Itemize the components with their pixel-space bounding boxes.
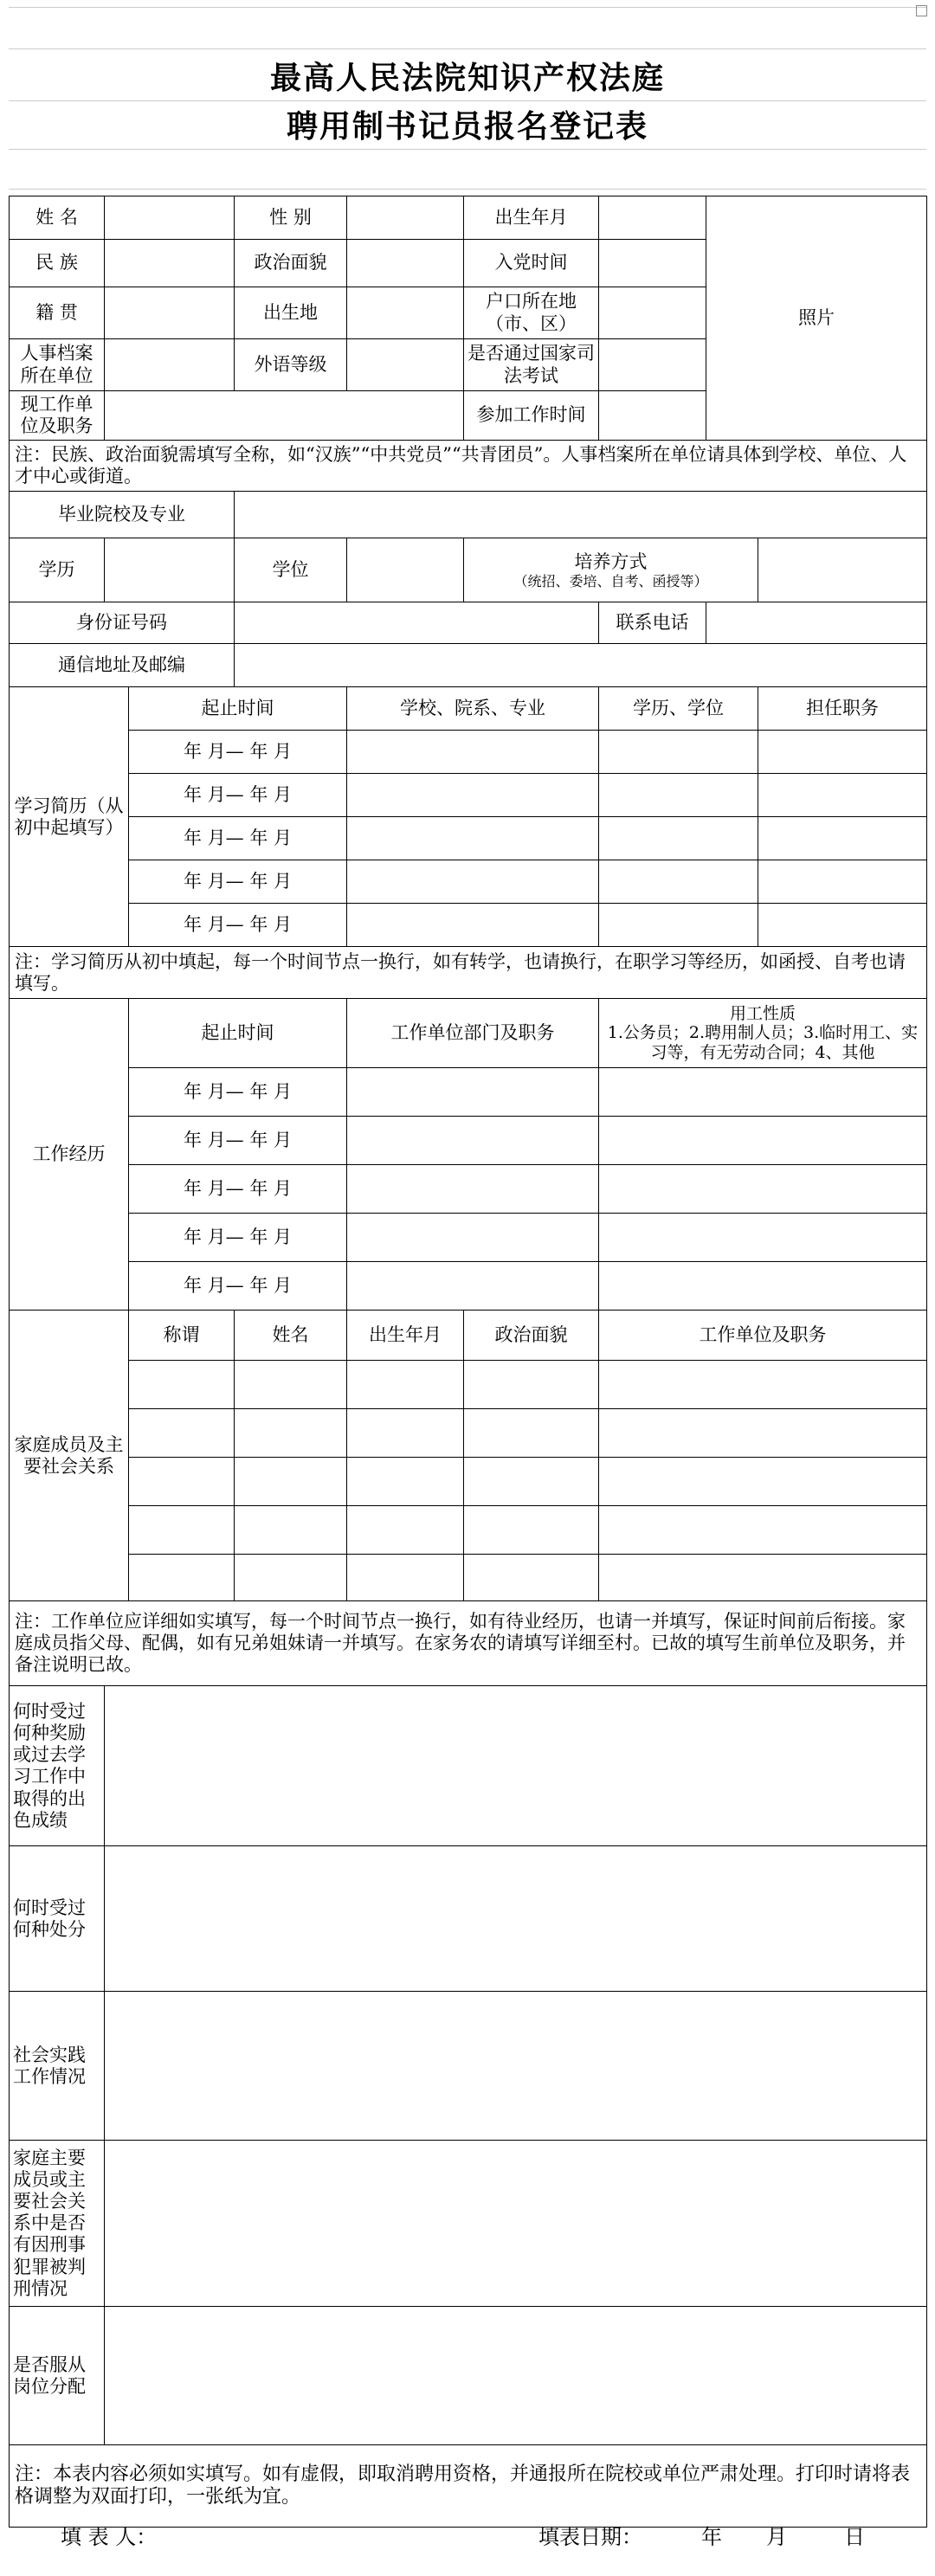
work-nature-4[interactable] <box>599 1214 927 1262</box>
phone-label: 联系电话 <box>599 602 706 644</box>
family-header-title: 称谓 <box>129 1311 235 1361</box>
work-nature-note: 1.公务员；2.聘用制人员；3.临时用工、实习等，有无劳动合同；4、其他 <box>607 1023 919 1063</box>
political-field[interactable] <box>347 240 464 287</box>
punish-field[interactable] <box>105 1846 927 1992</box>
work-period-1[interactable]: 年 月— 年 月 <box>129 1068 347 1117</box>
education-label: 学历 <box>10 538 105 602</box>
gender-field[interactable] <box>347 196 464 240</box>
date-day: 日 <box>844 2525 865 2549</box>
family-name-1[interactable] <box>235 1361 347 1409</box>
birth-label: 出生年月 <box>464 196 599 240</box>
birthplace-label: 出生地 <box>235 287 347 339</box>
work-unit-3[interactable] <box>347 1165 599 1214</box>
study-degree-1[interactable] <box>599 731 758 774</box>
work-unit-1[interactable] <box>347 1068 599 1117</box>
criminal-label: 家庭主要成员或主要社会关系中是否有因刑事犯罪被判刑情况 <box>10 2141 105 2307</box>
family-birth-2[interactable] <box>347 1409 464 1458</box>
family-title-3[interactable] <box>129 1458 235 1506</box>
filler-field[interactable] <box>234 2520 493 2542</box>
work-period-4[interactable]: 年 月— 年 月 <box>129 1214 347 1262</box>
work-header-unit: 工作单位部门及职务 <box>347 999 599 1068</box>
family-header-political: 政治面貌 <box>464 1311 599 1361</box>
date-year: 年 <box>701 2525 722 2549</box>
study-school-2[interactable] <box>347 774 599 817</box>
study-period-3[interactable]: 年 月— 年 月 <box>129 817 347 860</box>
id-number-label: 身份证号码 <box>10 602 235 644</box>
study-period-5[interactable]: 年 月— 年 月 <box>129 904 347 947</box>
address-field[interactable] <box>235 644 927 687</box>
political-label: 政治面貌 <box>235 240 347 287</box>
family-header-unit: 工作单位及职务 <box>599 1311 927 1361</box>
family-political-1[interactable] <box>464 1361 599 1409</box>
family-unit-5[interactable] <box>599 1555 927 1601</box>
family-political-4[interactable] <box>464 1506 599 1555</box>
education-field[interactable] <box>105 538 235 602</box>
native-place-label: 籍 贯 <box>10 287 105 339</box>
corner-marker <box>916 5 927 16</box>
criminal-field[interactable] <box>105 2141 927 2307</box>
study-degree-5[interactable] <box>599 904 758 947</box>
practice-label: 社会实践工作情况 <box>10 1992 105 2141</box>
study-position-5[interactable] <box>758 904 927 947</box>
judicial-exam-field[interactable] <box>599 339 706 391</box>
study-period-1[interactable]: 年 月— 年 月 <box>129 731 347 774</box>
study-header-degree: 学历、学位 <box>599 687 758 731</box>
native-place-field[interactable] <box>105 287 235 339</box>
work-nature-5[interactable] <box>599 1262 927 1311</box>
study-position-3[interactable] <box>758 817 927 860</box>
filler-label: 填 表 人： <box>61 2525 158 2549</box>
party-date-label: 入党时间 <box>464 240 599 287</box>
phone-field[interactable] <box>706 602 927 644</box>
family-birth-1[interactable] <box>347 1361 464 1409</box>
family-title-4[interactable] <box>129 1506 235 1555</box>
hukou-label: 户口所在地（市、区） <box>464 287 599 339</box>
date-month: 月 <box>766 2525 787 2549</box>
training-note: （统招、委培、自考、函授等） <box>513 572 708 589</box>
language-label: 外语等级 <box>235 339 347 391</box>
family-birth-3[interactable] <box>347 1458 464 1506</box>
obey-field[interactable] <box>105 2307 927 2445</box>
work-start-field[interactable] <box>599 391 706 441</box>
ethnicity-label: 民 族 <box>10 240 105 287</box>
judicial-exam-label: 是否通过国家司法考试 <box>464 339 599 391</box>
title-line2: 聘用制书记员报名登记表 <box>286 108 648 145</box>
family-title-5[interactable] <box>129 1555 235 1601</box>
study-degree-4[interactable] <box>599 860 758 904</box>
obey-label: 是否服从岗位分配 <box>10 2307 105 2445</box>
family-title-2[interactable] <box>129 1409 235 1458</box>
note-truthfulness: 注：本表内容必须如实填写。如有虚假，即取消聘用资格，并通报所在院校或单位严肃处理。打印时请将表格调整为双面打印，一张纸为宜。 <box>10 2445 927 2528</box>
study-degree-3[interactable] <box>599 817 758 860</box>
study-header-school: 学校、院系、专业 <box>347 687 599 731</box>
party-date-field[interactable] <box>599 240 706 287</box>
work-period-2[interactable]: 年 月— 年 月 <box>129 1117 347 1165</box>
study-school-1[interactable] <box>347 731 599 774</box>
family-name-3[interactable] <box>235 1458 347 1506</box>
work-header-nature <box>599 999 927 1068</box>
practice-field[interactable] <box>105 1992 927 2141</box>
degree-field[interactable] <box>347 538 464 602</box>
school-major-label: 毕业院校及专业 <box>10 492 235 538</box>
study-position-2[interactable] <box>758 774 927 817</box>
study-position-4[interactable] <box>758 860 927 904</box>
gender-label: 性 别 <box>235 196 347 240</box>
family-political-2[interactable] <box>464 1409 599 1458</box>
family-title-1[interactable] <box>129 1361 235 1409</box>
work-unit-4[interactable] <box>347 1214 599 1262</box>
family-unit-2[interactable] <box>599 1409 927 1458</box>
current-unit-field[interactable] <box>105 391 464 441</box>
current-unit-label: 现工作单位及职务 <box>10 391 105 441</box>
study-label: 学习简历（从初中起填写） <box>10 687 129 947</box>
footer <box>9 2504 926 2556</box>
family-birth-4[interactable] <box>347 1506 464 1555</box>
birth-field[interactable] <box>599 196 706 240</box>
archive-label: 人事档案所在单位 <box>10 339 105 391</box>
family-label: 家庭成员及主要社会关系 <box>10 1311 129 1601</box>
photo-box[interactable]: 照片 <box>706 196 927 441</box>
family-unit-4[interactable] <box>599 1506 927 1555</box>
language-field[interactable] <box>347 339 464 391</box>
registration-form <box>9 196 927 2528</box>
hukou-field[interactable] <box>599 287 706 339</box>
name-label: 姓 名 <box>10 196 105 240</box>
id-number-field[interactable] <box>235 602 599 644</box>
family-political-3[interactable] <box>464 1458 599 1506</box>
birthplace-field[interactable] <box>347 287 464 339</box>
title-line1: 最高人民法院知识产权法庭 <box>269 60 665 96</box>
family-header-name: 姓名 <box>235 1311 347 1361</box>
family-name-5[interactable] <box>235 1555 347 1601</box>
family-unit-1[interactable] <box>599 1361 927 1409</box>
work-unit-5[interactable] <box>347 1262 599 1311</box>
archive-field[interactable] <box>105 339 235 391</box>
family-birth-5[interactable] <box>347 1555 464 1601</box>
work-nature-title: 用工性质 <box>729 1003 796 1023</box>
study-period-2[interactable]: 年 月— 年 月 <box>129 774 347 817</box>
training-field[interactable] <box>758 538 927 602</box>
study-school-5[interactable] <box>347 904 599 947</box>
study-school-3[interactable] <box>347 817 599 860</box>
study-degree-2[interactable] <box>599 774 758 817</box>
work-nature-1[interactable] <box>599 1068 927 1117</box>
study-school-4[interactable] <box>347 860 599 904</box>
family-header-birth: 出生年月 <box>347 1311 464 1361</box>
family-name-2[interactable] <box>235 1409 347 1458</box>
work-period-3[interactable]: 年 月— 年 月 <box>129 1165 347 1214</box>
study-header-position: 担任职务 <box>758 687 927 731</box>
degree-label: 学位 <box>235 538 347 602</box>
note-study: 注：学习简历从初中填起，每一个时间节点一换行，如有转学，也请换行，在职学习等经历，如函授、自考也请填写。 <box>10 947 927 999</box>
school-major-field[interactable] <box>235 492 927 538</box>
family-name-4[interactable] <box>235 1506 347 1555</box>
study-period-4[interactable]: 年 月— 年 月 <box>129 860 347 904</box>
family-political-5[interactable] <box>464 1555 599 1601</box>
ethnicity-field[interactable] <box>105 240 235 287</box>
family-unit-3[interactable] <box>599 1458 927 1506</box>
awards-label: 何时受过何种奖励或过去学习工作中取得的出色成绩 <box>10 1686 105 1846</box>
name-field[interactable] <box>105 196 235 240</box>
note-work-family: 注：工作单位应详细如实填写，每一个时间节点一换行，如有待业经历，也请一并填写，保证时间前后衔接。家庭成员指父母、配偶，如有兄弟姐妹请一并填写。在家务农的请填写详细至村。已故的填写生前单位及职务，并备注说明已故。 <box>10 1601 927 1686</box>
awards-field[interactable] <box>105 1686 927 1846</box>
work-unit-2[interactable] <box>347 1117 599 1165</box>
training-title: 培养方式 <box>574 551 648 572</box>
study-header-period: 起止时间 <box>129 687 347 731</box>
work-period-5[interactable]: 年 月— 年 月 <box>129 1262 347 1311</box>
work-nature-2[interactable] <box>599 1117 927 1165</box>
work-nature-3[interactable] <box>599 1165 927 1214</box>
work-start-label: 参加工作时间 <box>464 391 599 441</box>
address-label: 通信地址及邮编 <box>10 644 235 687</box>
training-label <box>464 538 758 602</box>
note-ethnicity: 注：民族、政治面貌需填写全称，如“汉族”“中共党员”“共青团员”。人事档案所在单位请具体到学校、单位、人才中心或街道。 <box>10 441 927 492</box>
work-label: 工作经历 <box>10 999 129 1311</box>
punish-label: 何时受过何种处分 <box>10 1846 105 1992</box>
date-label: 填表日期： <box>538 2525 642 2549</box>
work-header-period: 起止时间 <box>129 999 347 1068</box>
study-position-1[interactable] <box>758 731 927 774</box>
